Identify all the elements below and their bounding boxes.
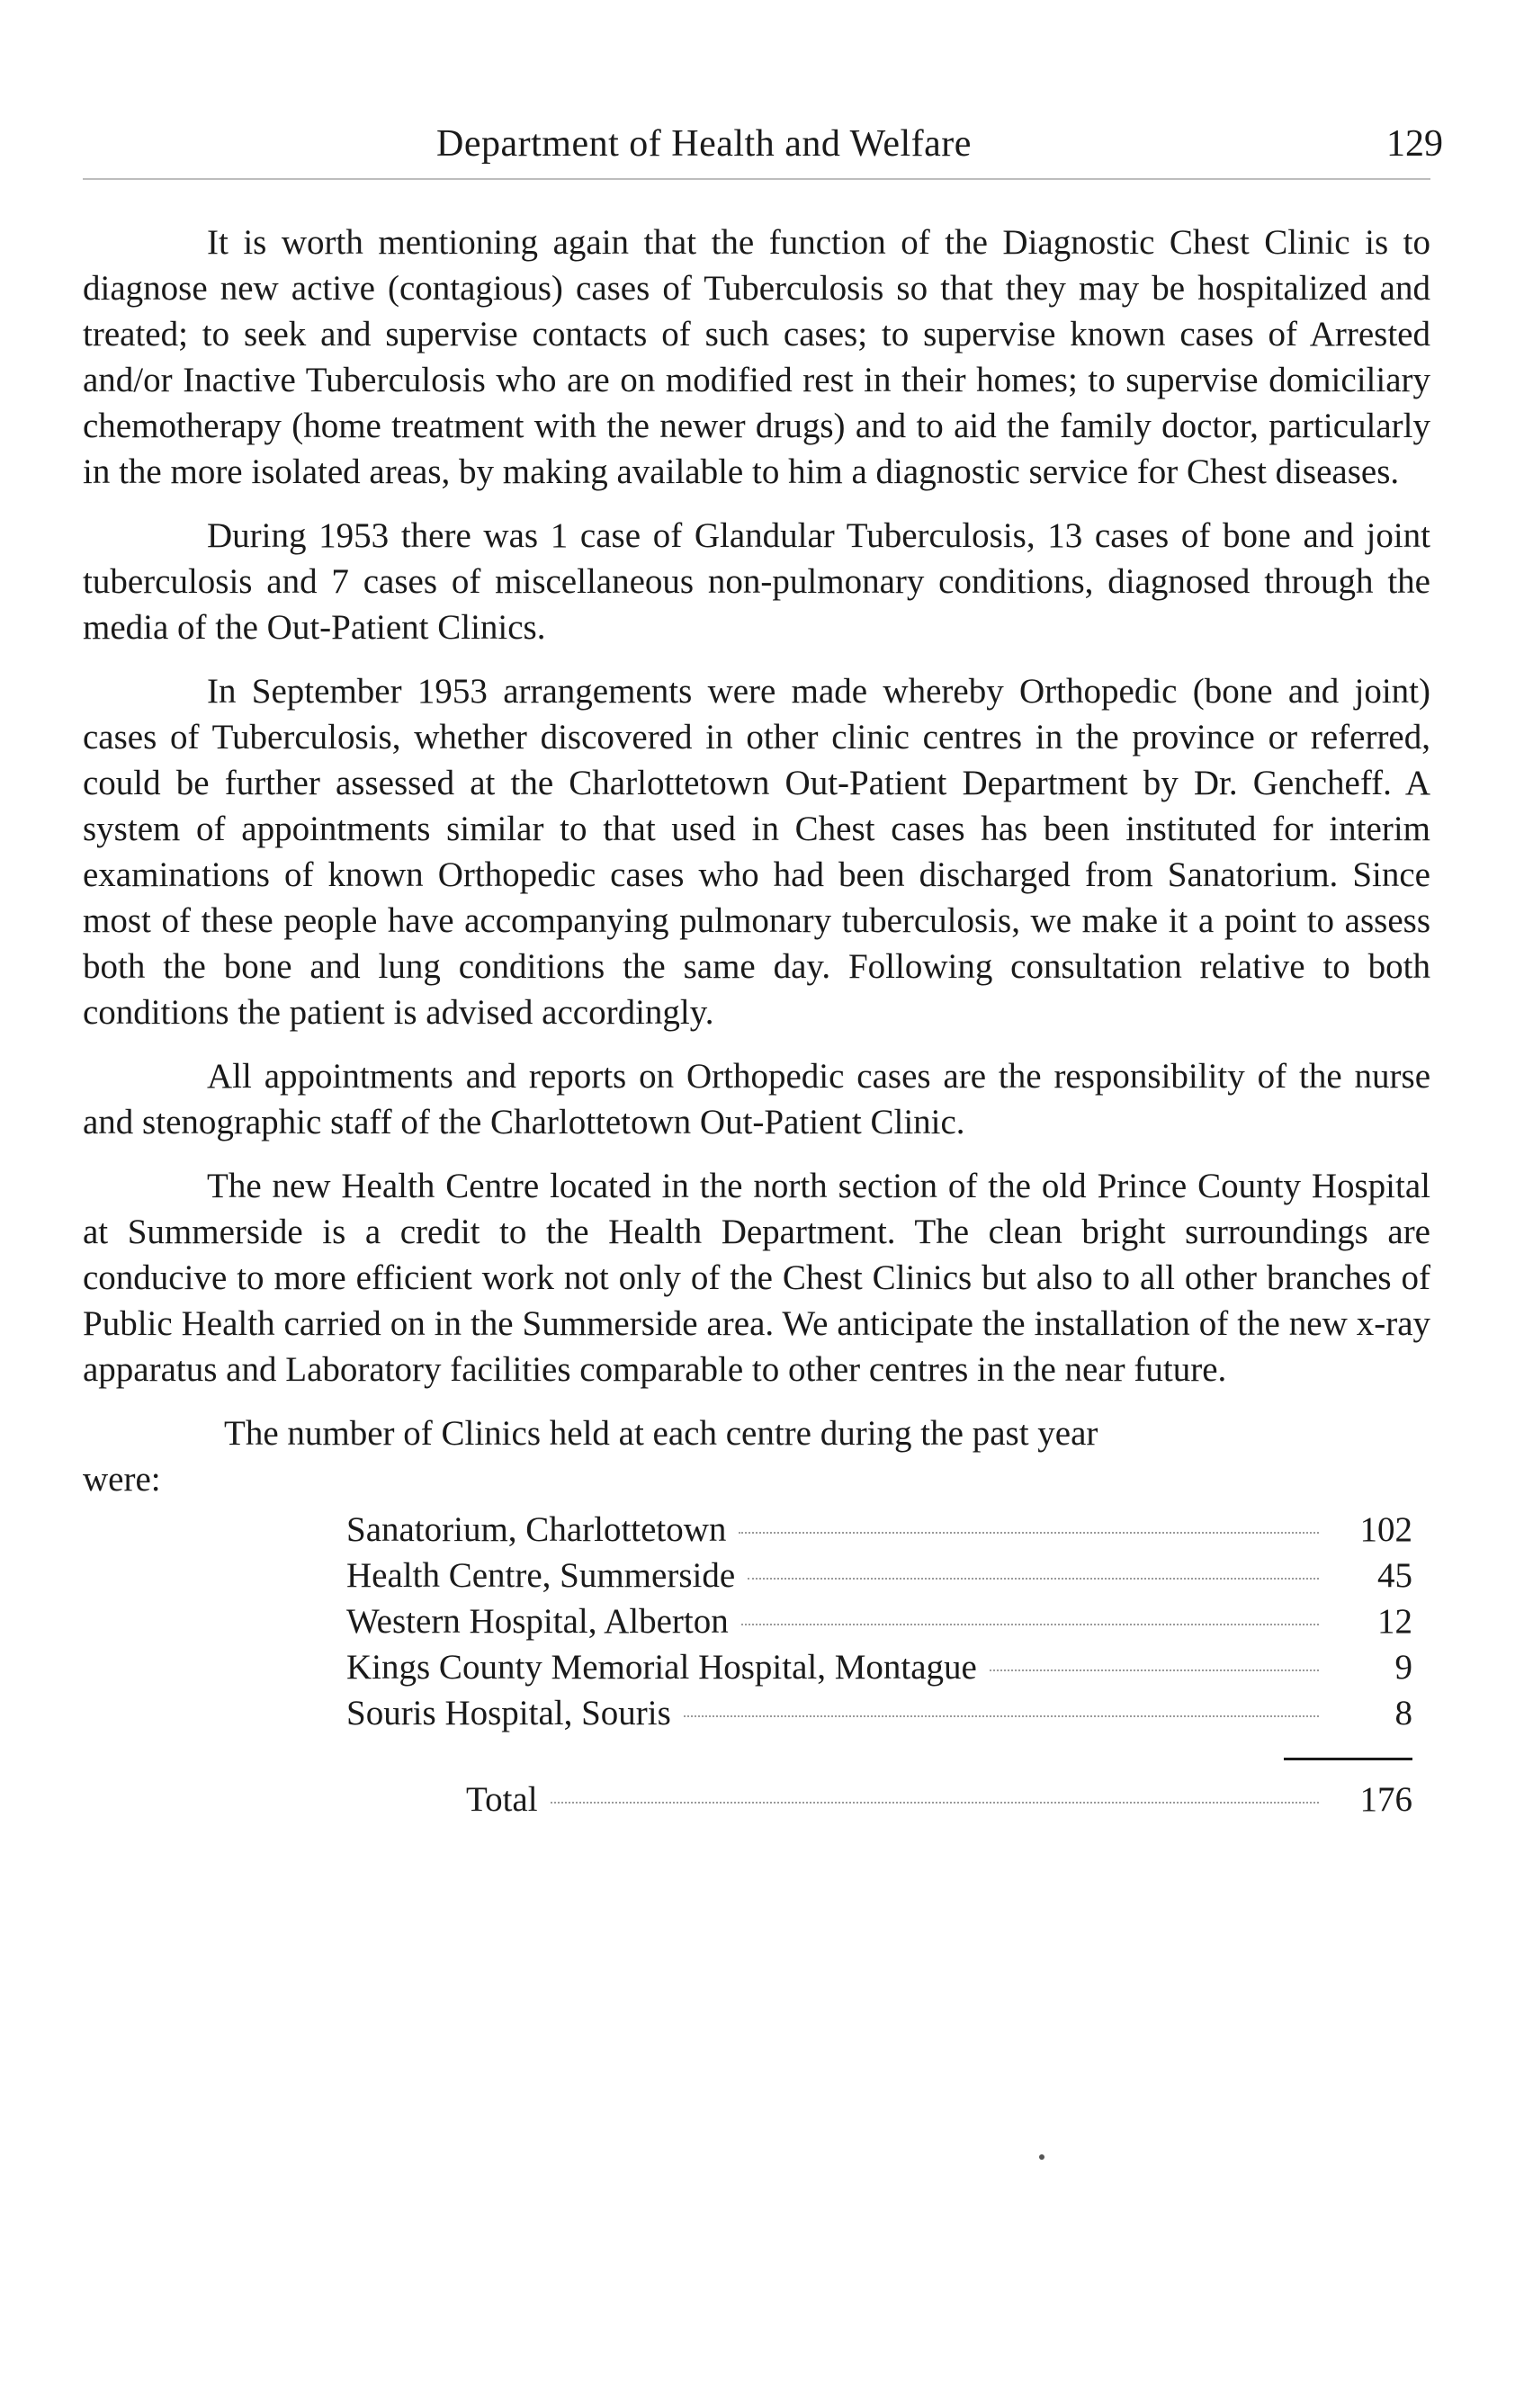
page-header: [83, 122, 1443, 176]
clinic-name: Souris Hospital, Souris: [346, 1694, 671, 1732]
total-count: 176: [1359, 1780, 1412, 1819]
page-body: [83, 219, 1430, 1822]
clinic-row: [346, 1507, 1412, 1553]
paragraph-health-centre: The new Health Centre located in the north section of the old Prince County Hospital at Summerside is a credit to the Health Department. The clean bright surroundings are conducive to more efficient work not only of the Chest Clinics but also to all other branches of Public Health carried on in the Summerside area. We anticipate the installation of the new x-ray apparatus and Laboratory facilities comparable to other centres in the near future.: [83, 1167, 1430, 1389]
paragraph-1953-cases: During 1953 there was 1 case of Glandular Tuberculosis, 13 cases of bone and joint tuberculosis and 7 cases of miscellaneous non-pulmonary conditions, diagnosed through the media of the Out-Patient Clinics.: [83, 516, 1430, 647]
dot-leader: [684, 1715, 1319, 1717]
dot-leader: [990, 1669, 1319, 1671]
clinics-intro-continued: were:: [83, 1460, 161, 1499]
clinics-intro: The number of Clinics held at each centre during the past year: [224, 1414, 1098, 1453]
clinic-count: 9: [1394, 1648, 1412, 1687]
paragraph-diagnostic-function: It is worth mentioning again that the function of the Diagnostic Chest Clinic is to diagnose new active (contagious) cases of Tuberculosis so that they may be hospitalized and treated; to seek and supervise contacts of such cases; to supervise known cases of Arrested and/or Inactive Tuberculosis who are on modified rest in their homes; to supervise domiciliary chemotherapy (home treatment with the newer drugs) and to aid the family doctor, particularly in the more isolated areas, by making available to him a diagnostic service for Chest diseases.: [83, 223, 1430, 491]
paragraph-orthopedic-arrangements: In September 1953 arrangements were made whereby Orthopedic (bone and joint) cases of Tuberculosis, whether discovered in other clinic centres in the province or referred, could be further assessed at the Charlottetown Out-Patient Department by Dr. Gencheff. A system of appointments similar to that used in Chest cases has been instituted for interim examinations of known Orthopedic cases who had been discharged from Sanatorium. Since most of these people have accompanying pulmonary tuberculosis, we make it a point to assess both the bone and lung conditions the same day. Following consultation relative to both conditions the patient is advised accordingly.: [83, 672, 1430, 1032]
dot-leader: [741, 1624, 1319, 1625]
total-row: [346, 1777, 1412, 1822]
clinic-name: Health Centre, Summerside: [346, 1556, 736, 1595]
print-speck: [1039, 2154, 1044, 2160]
clinic-row: [346, 1644, 1412, 1690]
dot-leader: [739, 1532, 1319, 1534]
clinic-count: 8: [1394, 1694, 1412, 1732]
header-rule: [83, 178, 1430, 180]
clinic-name: Kings County Memorial Hospital, Montague: [346, 1648, 977, 1687]
clinic-name: Western Hospital, Alberton: [346, 1602, 729, 1641]
sum-rule: [1284, 1758, 1412, 1760]
paragraph-appointments-responsibility: All appointments and reports on Orthopedic cases are the responsibility of the nurse and stenographic staff of the Charlottetown Out-Patient Clinic.: [83, 1057, 1430, 1141]
clinic-row: [346, 1690, 1412, 1736]
clinic-count: 102: [1359, 1510, 1412, 1549]
clinic-row: [346, 1598, 1412, 1644]
header-title: Department of Health and Welfare: [436, 123, 972, 165]
clinics-table: [346, 1507, 1412, 1822]
clinic-name: Sanatorium, Charlottetown: [346, 1510, 727, 1549]
total-label: Total: [466, 1780, 538, 1819]
page-number: 129: [1386, 123, 1443, 165]
clinic-row: [346, 1553, 1412, 1598]
dot-leader: [551, 1802, 1319, 1804]
clinic-count: 45: [1377, 1556, 1412, 1595]
clinic-count: 12: [1377, 1602, 1412, 1641]
dot-leader: [748, 1578, 1319, 1580]
